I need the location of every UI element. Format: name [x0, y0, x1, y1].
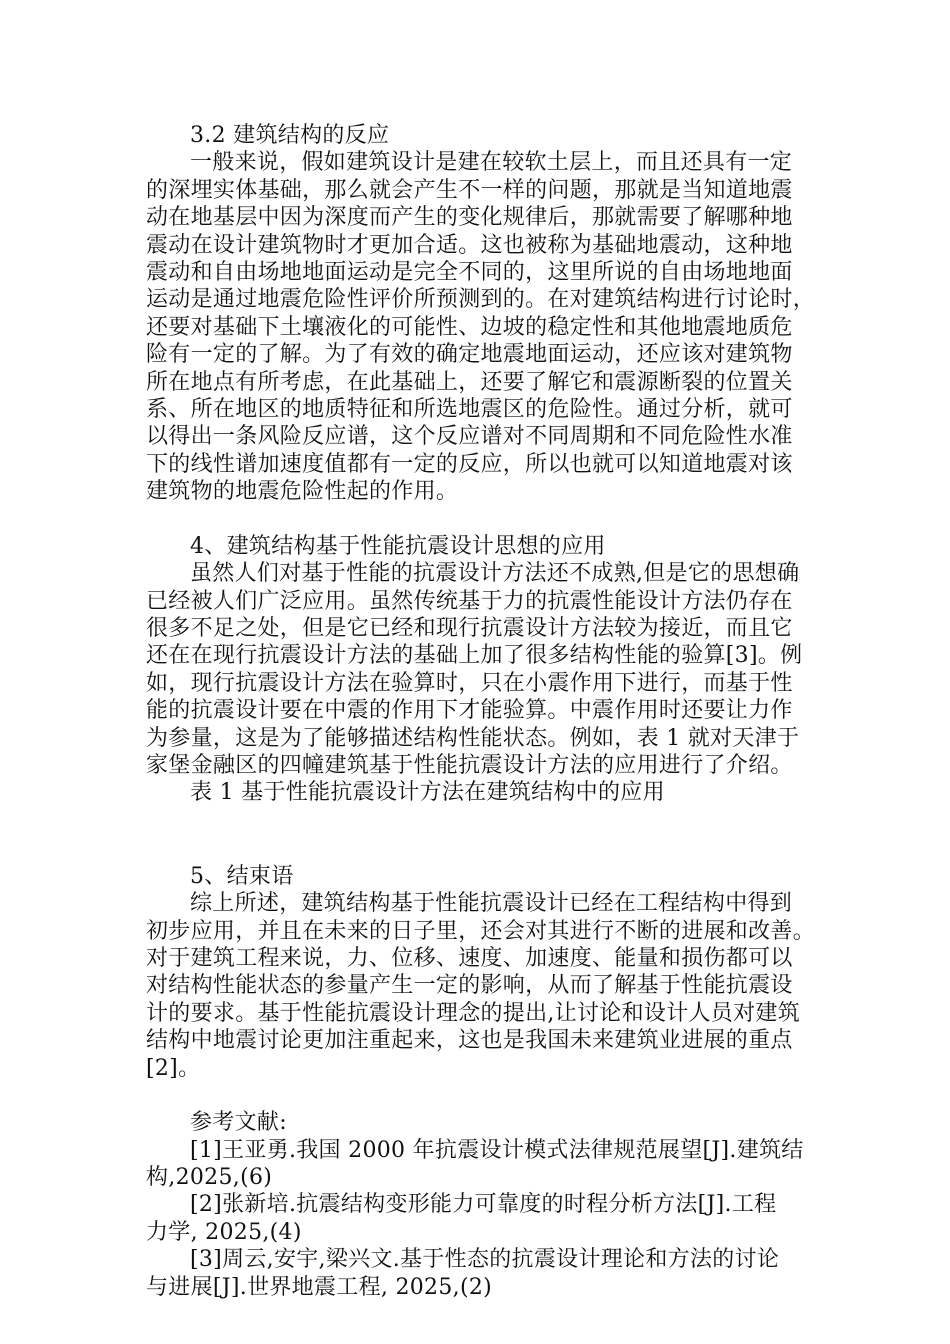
paragraph-line: 系、所在地区的地质特征和所选地震区的危险性。通过分析，就可	[146, 396, 793, 422]
paragraph-line: [2]。	[146, 1055, 201, 1081]
section-3-2-heading: 3.2 建筑结构的反应	[190, 123, 390, 148]
paragraph-line: 还在在现行抗震设计方法的基础上加了很多结构性能的验算[3]。例	[146, 643, 803, 669]
section-4-heading: 4、建筑结构基于性能抗震设计思想的应用	[190, 533, 606, 559]
section-5-heading: 5、结束语	[190, 863, 294, 889]
reference-item: [3]周云,安宇,梁兴文.基于性态的抗震设计理论和方法的讨论	[190, 1247, 780, 1273]
paragraph-line: 动在地基层中因为深度而产生的变化规律后，那就需要了解哪种地	[146, 205, 793, 231]
paragraph-line: 综上所述，建筑结构基于性能抗震设计已经在工程结构中得到	[190, 891, 793, 917]
paragraph-line: 对结构性能状态的参量产生一定的影响，从而了解基于性能抗震设	[146, 973, 793, 999]
reference-item-continuation: 与进展[J].世界地震工程, 2025,(2)	[146, 1274, 493, 1300]
paragraph-line: 虽然人们对基于性能的抗震设计方法还不成熟,但是它的思想确	[190, 561, 800, 587]
paragraph-line: 震动和自由场地地面运动是完全不同的，这里所说的自由场地地面	[146, 259, 793, 285]
paragraph-line: 以得出一条风险反应谱，这个反应谱对不同周期和不同危险性水准	[146, 424, 793, 450]
paragraph-line: 如，现行抗震设计方法在验算时，只在小震作用下进行，而基于性	[146, 670, 793, 696]
references-heading: 参考文献:	[190, 1110, 287, 1136]
paragraph-line: 很多不足之处，但是它已经和现行抗震设计方法较为接近，而且它	[146, 616, 793, 642]
paragraph-line: 能的抗震设计要在中震的作用下才能验算。中震作用时还要让力作	[146, 698, 793, 724]
document-page	[146, 122, 816, 1301]
paragraph-line: 运动是通过地震危险性评价所预测到的。在对建筑结构进行讨论时，	[146, 287, 816, 313]
spacer	[146, 807, 806, 863]
paragraph-line: 初步应用，并且在未来的日子里，还会对其进行不断的进展和改善。	[146, 918, 816, 944]
paragraph-line: 还要对基础下土壤液化的可能性、边坡的稳定性和其他地震地质危	[146, 314, 793, 340]
reference-item-continuation: 构,2025,(6)	[146, 1165, 273, 1191]
paragraph-line: 一般来说，假如建筑设计是建在较软土层上，而且还具有一定	[190, 150, 793, 176]
paragraph-line: 家堡金融区的四幢建筑基于性能抗震设计方法的应用进行了介绍。	[146, 752, 793, 778]
reference-item-continuation: 力学, 2025,(4)	[146, 1219, 302, 1245]
paragraph-line: 结构中地震讨论更加注重起来，这也是我国未来建筑业进展的重点	[146, 1028, 793, 1054]
spacer	[146, 1082, 806, 1109]
paragraph-line: 对于建筑工程来说，力、位移、速度、加速度、能量和损伤都可以	[146, 945, 793, 971]
table-caption: 表 1 基于性能抗震设计方法在建筑结构中的应用	[190, 780, 665, 806]
paragraph-line: 建筑物的地震危险性起的作用。	[146, 479, 459, 505]
paragraph-line: 已经被人们广泛应用。虽然传统基于力的抗震性能设计方法仍存在	[146, 588, 793, 614]
paragraph-line: 所在地点有所考虑，在此基础上，还要了解它和震源断裂的位置关	[146, 369, 793, 395]
reference-item: [1]王亚勇.我国 2000 年抗震设计模式法律规范展望[J].建筑结	[190, 1137, 804, 1163]
paragraph-line: 计的要求。基于性能抗震设计理念的提出,让讨论和设计人员对建筑	[146, 1000, 800, 1026]
paragraph-line: 险有一定的了解。为了有效的确定地震地面运动，还应该对建筑物	[146, 342, 793, 368]
paragraph-line: 下的线性谱加速度值都有一定的反应，所以也就可以知道地震对该	[146, 451, 793, 477]
paragraph-line: 震动在设计建筑物时才更加合适。这也被称为基础地震动，这种地	[146, 232, 793, 258]
spacer	[146, 505, 806, 532]
paragraph-line: 的深埋实体基础，那么就会产生不一样的问题，那就是当知道地震	[146, 177, 793, 203]
reference-item: [2]张新培.抗震结构变形能力可靠度的时程分析方法[J].工程	[190, 1192, 777, 1218]
paragraph-line: 为参量，这是为了能够描述结构性能状态。例如，表 1 就对天津于	[146, 725, 800, 751]
